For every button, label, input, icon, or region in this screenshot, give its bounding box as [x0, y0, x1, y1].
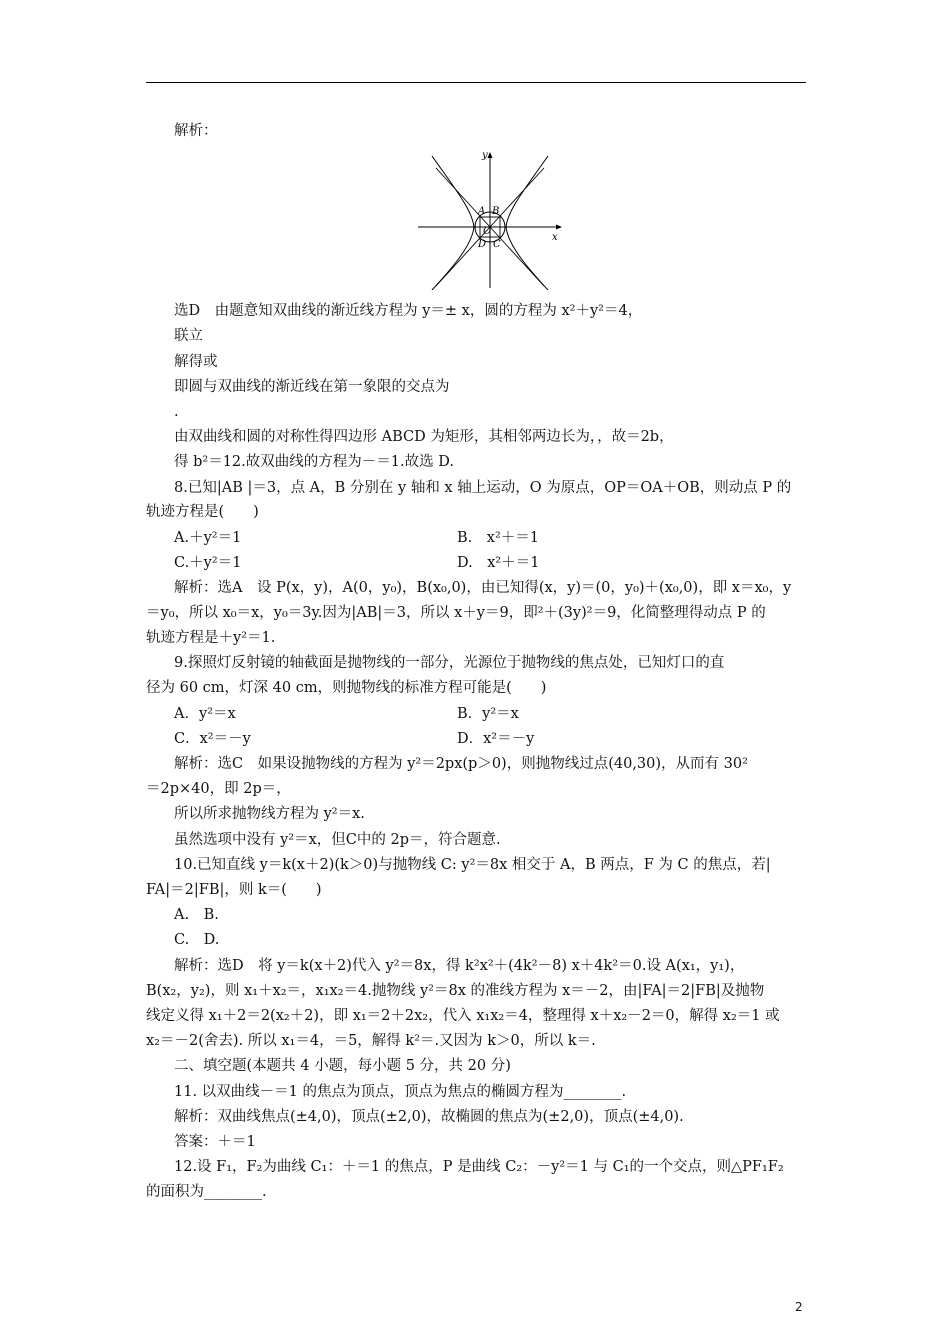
question-9-line: 9.探照灯反射镜的轴截面是抛物线的一部分，光源位于抛物线的焦点处，已知灯口的直	[174, 655, 725, 671]
point-b-label: B	[492, 206, 500, 217]
question-10-line: FA|＝2|FB|，则 k＝( )	[146, 882, 322, 898]
y-axis-label: y	[482, 150, 488, 161]
text-line: 解析：	[174, 123, 218, 139]
solution-line: x₂＝－2(舍去). 所以 x₁＝4，＝5，解得 k²＝.又因为 k＞0，所以 k＝.	[146, 1033, 596, 1049]
text-line: 选D 由题意知双曲线的渐近线方程为 y＝± x，圆的方程为 x²＋y²＝4，	[174, 303, 643, 319]
hyperbola-circle-figure	[416, 150, 564, 290]
solution-line: 所以所求抛物线方程为 y²＝x.	[174, 806, 365, 822]
solution-line: 解析：选D 将 y＝k(x＋2)代入 y²＝8x，得 k²x²＋(4k²－8) x＋4k²＝0.设 A(x₁，y₁)，	[174, 958, 745, 974]
solution-line: 线定义得 x₁＋2＝2(x₂＋2)，即 x₁＝2＋2x₂，代入 x₁x₂＝4，整理得 x＋x₂－2＝0，解得 x₂＝1 或	[146, 1008, 780, 1024]
option-d: D．x²＝－y	[457, 731, 535, 747]
question-12-line: 的面积为________.	[146, 1184, 267, 1200]
question-9-line: 径为 60 cm，灯深 40 cm，则抛物线的标准方程可能是( )	[146, 680, 547, 696]
options-ab: A. B.	[174, 907, 219, 923]
x-axis-label: x	[552, 232, 558, 243]
solution-line: ＝y₀，所以 x₀＝x，y₀＝3y.因为|AB|＝3，所以 x＋y＝9，即²＋(3y)²＝9，化简整理得动点 P 的	[146, 605, 766, 621]
question-10-line: 10.已知直线 y＝k(x＋2)(k＞0)与抛物线 C: y²＝8x 相交于 A，B 两点，F 为 C 的焦点，若|	[174, 857, 771, 873]
option-c: C.＋y²＝1	[174, 555, 242, 571]
solution-line: B(x₂，y₂)，则 x₁＋x₂＝，x₁x₂＝4.抛物线 y²＝8x 的准线方程为 x＝－2，由|FA|＝2|FB|及抛物	[146, 983, 765, 999]
question-8-line: 8.已知|AB |＝3，点 A，B 分别在 y 轴和 x 轴上运动，O 为原点，OP＝OA＋OB，则动点 P 的	[174, 480, 792, 496]
point-c-label: C	[493, 239, 501, 250]
solution-line: 虽然选项中没有 y²＝x，但C中的 2p＝，符合题意.	[174, 832, 501, 848]
question-12-line: 12.设 F₁，F₂为曲线 C₁：＋＝1 的焦点，P 是曲线 C₂：－y²＝1 与 C₁的一个交点，则△PF₁F₂	[174, 1159, 784, 1175]
option-b: B. x²＋＝1	[457, 530, 539, 546]
option-c: C．x²＝－y	[174, 731, 251, 747]
options-cd: C. D.	[174, 932, 220, 948]
option-a: A．y²＝x	[174, 706, 236, 722]
text-line: .	[174, 404, 179, 420]
solution-line: 轨迹方程是＋y²＝1.	[146, 630, 276, 646]
option-b: B．y²＝x	[457, 706, 519, 722]
solution-line: 解析：双曲线焦点(±4,0)，顶点(±2,0)，故椭圆的焦点为(±2,0)，顶点(±4,0).	[174, 1109, 684, 1125]
point-d-label: D	[478, 239, 487, 250]
question-11-line: 11. 以双曲线－＝1 的焦点为顶点，顶点为焦点的椭圆方程为________.	[174, 1084, 627, 1100]
text-line: 得 b²＝12.故双曲线的方程为－＝1.故选 D.	[174, 454, 454, 470]
text-line: 解得或	[174, 354, 218, 370]
solution-line: ＝2p×40，即 2p＝，	[146, 781, 291, 797]
option-a: A.＋y²＝1	[174, 530, 242, 546]
section-heading: 二、填空题(本题共 4 小题，每小题 5 分，共 20 分)	[174, 1058, 511, 1074]
solution-line: 解析：选A 设 P(x，y)，A(0，y₀)，B(x₀,0)，由已知得(x，y)＝(0，y₀)＋(x₀,0)，即 x＝x₀，y	[174, 580, 792, 596]
question-8-line: 轨迹方程是( )	[146, 504, 259, 520]
text-line: 联立	[174, 328, 203, 344]
point-a-label: A	[478, 206, 486, 217]
answer-line: 答案：＋＝1	[174, 1134, 256, 1150]
text-line: 由双曲线和圆的对称性得四边形 ABCD 为矩形，其相邻两边长为，，故＝2b，	[174, 429, 674, 445]
solution-line: 解析：选C 如果设抛物线的方程为 y²＝2px(p＞0)，则抛物线过点(40,30)，从而有 30²	[174, 756, 748, 772]
text-line: 即圆与双曲线的渐近线在第一象限的交点为	[174, 379, 450, 395]
origin-label: O	[483, 226, 492, 237]
header-rule	[146, 82, 806, 83]
page-number: 2	[795, 1300, 803, 1314]
option-d: D. x²＋＝1	[457, 555, 540, 571]
